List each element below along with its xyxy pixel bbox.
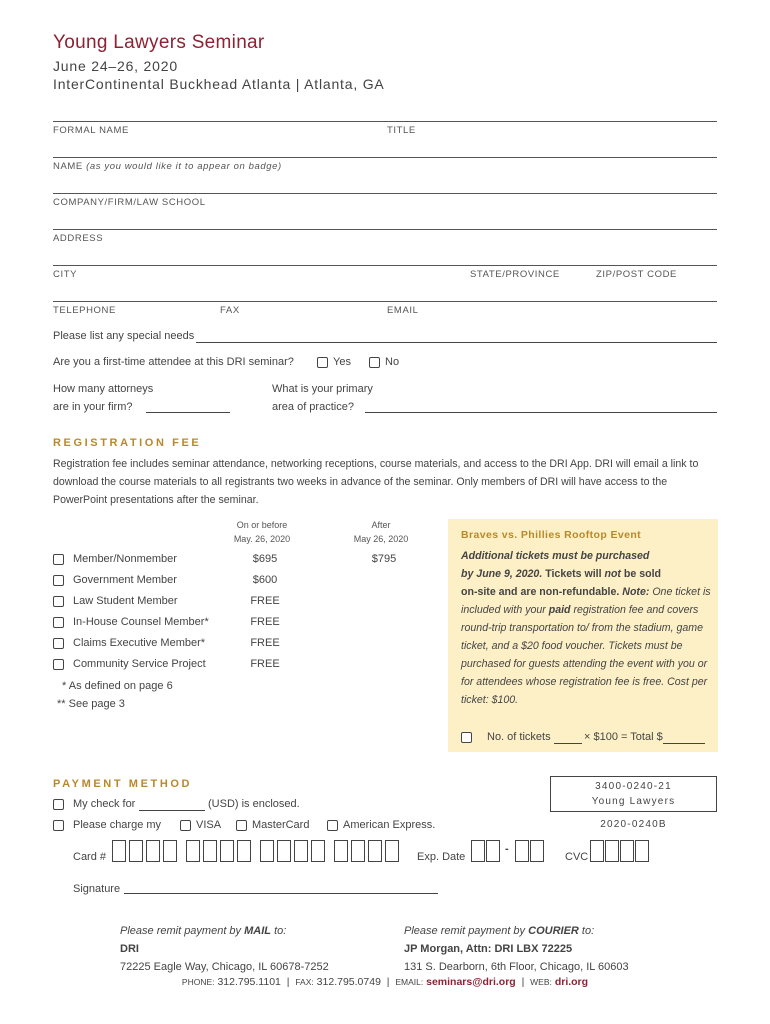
divider: [53, 121, 717, 122]
exp-digit[interactable]: [515, 840, 529, 862]
fee-checkbox[interactable]: [53, 638, 64, 649]
fee-before: $600: [252, 574, 278, 586]
name-field[interactable]: [53, 161, 282, 172]
event-title: Braves vs. Phillies Rooftop Event: [461, 529, 642, 541]
exp-label: Exp. Date: [417, 851, 466, 863]
card-digit[interactable]: [146, 840, 160, 862]
event-text-a: One ticket is included with your: [461, 586, 711, 616]
fee-checkbox[interactable]: [53, 596, 64, 607]
tickets-qty-input[interactable]: [554, 743, 582, 744]
col-after-header: [336, 518, 426, 546]
seminar-title: Young Lawyers Seminar: [53, 32, 265, 53]
divider: [53, 301, 717, 302]
card-digit[interactable]: [294, 840, 308, 862]
mastercard-label: MasterCard: [252, 819, 310, 831]
footnote-2: ** See page 3: [57, 698, 125, 710]
event-deadline-text: Tickets will: [542, 568, 605, 580]
fax-value: 312.795.0749: [316, 976, 381, 988]
fee-checkbox[interactable]: [53, 617, 64, 628]
tickets-mult: × $100 = Total $: [584, 731, 663, 743]
remit-courier-to: to:: [578, 925, 595, 937]
separator: |: [521, 976, 525, 988]
remit-mail-name: DRI: [120, 943, 139, 955]
col-after-line2: May 26, 2020: [353, 534, 409, 544]
tickets-checkbox[interactable]: [461, 732, 472, 743]
remit-courier: [404, 922, 629, 976]
no-label: No: [385, 356, 400, 368]
fee-label: Law Student Member: [73, 595, 178, 607]
remit-courier-method: COURIER: [528, 925, 579, 937]
remit-mail-address: 72225 Eagle Way, Chicago, IL 60678-7252: [120, 961, 329, 973]
fee-checkbox[interactable]: [53, 575, 64, 586]
first-time-yes-checkbox[interactable]: [317, 357, 328, 368]
practice-label-line2: area of practice?: [272, 401, 354, 413]
registration-heading: REGISTRATION FEE: [53, 437, 202, 449]
state-field[interactable]: STATE/PROVINCE: [470, 269, 560, 280]
check-checkbox[interactable]: [53, 799, 64, 810]
address-field[interactable]: ADDRESS: [53, 233, 104, 244]
amex-checkbox[interactable]: [327, 820, 338, 831]
charge-label: Please charge my: [73, 819, 162, 831]
event-deadline-date: by June 9, 2020.: [461, 568, 543, 580]
remit-mail-to: to:: [271, 925, 287, 937]
practice-input[interactable]: [365, 412, 717, 413]
signature-input[interactable]: [124, 893, 438, 894]
divider: [53, 193, 717, 194]
event-deadline-text2: be sold: [620, 568, 661, 580]
phone-value: 312.795.1101: [217, 976, 281, 988]
divider: [53, 265, 717, 266]
exp-dash: -: [505, 843, 509, 855]
program-code-box: [550, 776, 717, 812]
fee-before: FREE: [250, 595, 280, 607]
program-code: 3400-0240-21: [595, 781, 672, 792]
email-field[interactable]: EMAIL: [387, 305, 419, 316]
card-digit[interactable]: [260, 840, 274, 862]
check-label-a: My check for: [73, 798, 136, 810]
cvc-digit[interactable]: [620, 840, 634, 862]
remit-mail-intro: Please remit payment by: [120, 925, 245, 937]
card-digit[interactable]: [311, 840, 325, 862]
seminar-venue: InterContinental Buckhead Atlanta | Atlanta, GA: [53, 76, 385, 92]
divider: [53, 229, 717, 230]
event-deadline-line3: on-site and are non-refundable.: [461, 586, 620, 598]
telephone-field[interactable]: TELEPHONE: [53, 305, 116, 316]
payment-heading: PAYMENT METHOD: [53, 778, 193, 790]
attorneys-input[interactable]: [146, 412, 230, 413]
col-before-header: [217, 518, 307, 546]
charge-checkbox[interactable]: [53, 820, 64, 831]
cvc-digit[interactable]: [605, 840, 619, 862]
attorneys-label-line2: are in your firm?: [53, 401, 133, 413]
card-label: Card #: [73, 851, 107, 863]
cvc-digit[interactable]: [590, 840, 604, 862]
col-before-line2: May. 26, 2020: [233, 534, 291, 544]
exp-digit[interactable]: [486, 840, 500, 862]
fee-before: FREE: [250, 616, 280, 628]
card-digit[interactable]: [334, 840, 348, 862]
attorneys-label-line1: How many attorneys: [53, 383, 154, 395]
amex-label: American Express.: [343, 819, 436, 831]
fee-before: FREE: [250, 658, 280, 670]
program-name: Young Lawyers: [591, 796, 676, 807]
col-after-line1: After: [371, 520, 391, 530]
card-digit[interactable]: [163, 840, 177, 862]
visa-checkbox[interactable]: [180, 820, 191, 831]
card-digit[interactable]: [385, 840, 399, 862]
card-digit[interactable]: [351, 840, 365, 862]
event-deadline-not: not: [604, 568, 621, 580]
fee-label: In-House Counsel Member*: [73, 616, 209, 628]
phone-label: PHONE:: [181, 977, 215, 987]
mastercard-checkbox[interactable]: [236, 820, 247, 831]
remit-courier-name: JP Morgan, Attn: DRI LBX 72225: [404, 943, 573, 955]
city-field[interactable]: CITY: [53, 269, 78, 280]
cvc-label: CVC: [565, 851, 589, 863]
company-field[interactable]: COMPANY/FIRM/LAW SCHOOL: [53, 197, 206, 208]
divider: [53, 157, 717, 158]
formal-name-field[interactable]: FORMAL NAME: [53, 125, 129, 136]
fee-label: Member/Nonmember: [73, 553, 177, 565]
special-needs-input[interactable]: [196, 342, 717, 343]
event-code: 2020-0240B: [600, 819, 667, 830]
remit-courier-address: 131 S. Dearborn, 6th Floor, Chicago, IL 60603: [404, 961, 629, 973]
special-needs-label: Please list any special needs: [53, 330, 195, 342]
contact-footer: [0, 976, 770, 988]
practice-label-line1: What is your primary: [272, 383, 373, 395]
event-text-b: registration fee and covers round-trip transportation to/ from the stadium, game ticket, and a $20 food voucher. Tickets must be purchased for guests attending the event with you or for attendees whose registration fee is free. Cost per ticket: $100.: [461, 604, 708, 706]
card-digit[interactable]: [203, 840, 217, 862]
fee-checkbox[interactable]: [53, 659, 64, 670]
event-sidebar: [448, 519, 718, 752]
email-link[interactable]: seminars@dri.org: [426, 976, 516, 988]
name-label: NAME: [53, 161, 83, 172]
check-label-b: (USD) is enclosed.: [208, 798, 300, 810]
fax-field[interactable]: FAX: [220, 305, 240, 316]
col-before-line1: On or before: [236, 520, 288, 530]
fax-label: FAX:: [295, 977, 314, 987]
tickets-total-input[interactable]: [663, 743, 705, 744]
card-digit[interactable]: [237, 840, 251, 862]
visa-label: VISA: [196, 819, 222, 831]
web-label: WEB:: [530, 977, 552, 987]
separator: |: [286, 976, 290, 988]
card-digit[interactable]: [368, 840, 382, 862]
fee-label: Community Service Project: [73, 658, 206, 670]
fee-before: $695: [252, 553, 278, 565]
fee-before: FREE: [250, 637, 280, 649]
first-time-label: Are you a first-time attendee at this DRI seminar?: [53, 356, 294, 368]
event-paid: paid: [548, 604, 571, 616]
web-link[interactable]: dri.org: [554, 976, 589, 988]
signature-label: Signature: [73, 883, 121, 895]
cvc-digit[interactable]: [635, 840, 649, 862]
fee-label: Claims Executive Member*: [73, 637, 206, 649]
separator: |: [386, 976, 390, 988]
event-description: [461, 547, 711, 709]
name-hint: (as you would like it to appear on badge): [86, 161, 282, 172]
first-time-no-checkbox[interactable]: [369, 357, 380, 368]
remit-mail: [120, 922, 329, 976]
card-digit[interactable]: [186, 840, 200, 862]
card-digit[interactable]: [112, 840, 126, 862]
remit-mail-method: MAIL: [244, 925, 272, 937]
yes-label: Yes: [333, 356, 351, 368]
email-label: EMAIL:: [395, 977, 424, 987]
exp-digit[interactable]: [530, 840, 544, 862]
footnote-1: * As defined on page 6: [62, 680, 173, 692]
card-digit[interactable]: [220, 840, 234, 862]
check-amount-input[interactable]: [139, 810, 205, 811]
seminar-dates: June 24–26, 2020: [53, 58, 178, 74]
exp-digit[interactable]: [471, 840, 485, 862]
registration-description: Registration fee includes seminar attendance, networking receptions, course materials, and access to the DRI App. DRI will email a link to download the course materials to all registrants two weeks in advance of the seminar. Only members of DRI will have access to the PowerPoint presentations after the seminar.: [53, 458, 699, 506]
zip-field[interactable]: ZIP/POST CODE: [596, 269, 677, 280]
card-digit[interactable]: [129, 840, 143, 862]
fee-after: $795: [371, 553, 397, 565]
title-field[interactable]: TITLE: [387, 125, 416, 136]
card-digit[interactable]: [277, 840, 291, 862]
fee-label: Government Member: [73, 574, 177, 586]
tickets-label: No. of tickets: [487, 731, 551, 743]
remit-courier-intro: Please remit payment by: [404, 925, 529, 937]
event-note-label: Note:: [622, 586, 650, 598]
fee-checkbox[interactable]: [53, 554, 64, 565]
event-deadline-line1: Additional tickets must be purchased: [461, 550, 650, 562]
